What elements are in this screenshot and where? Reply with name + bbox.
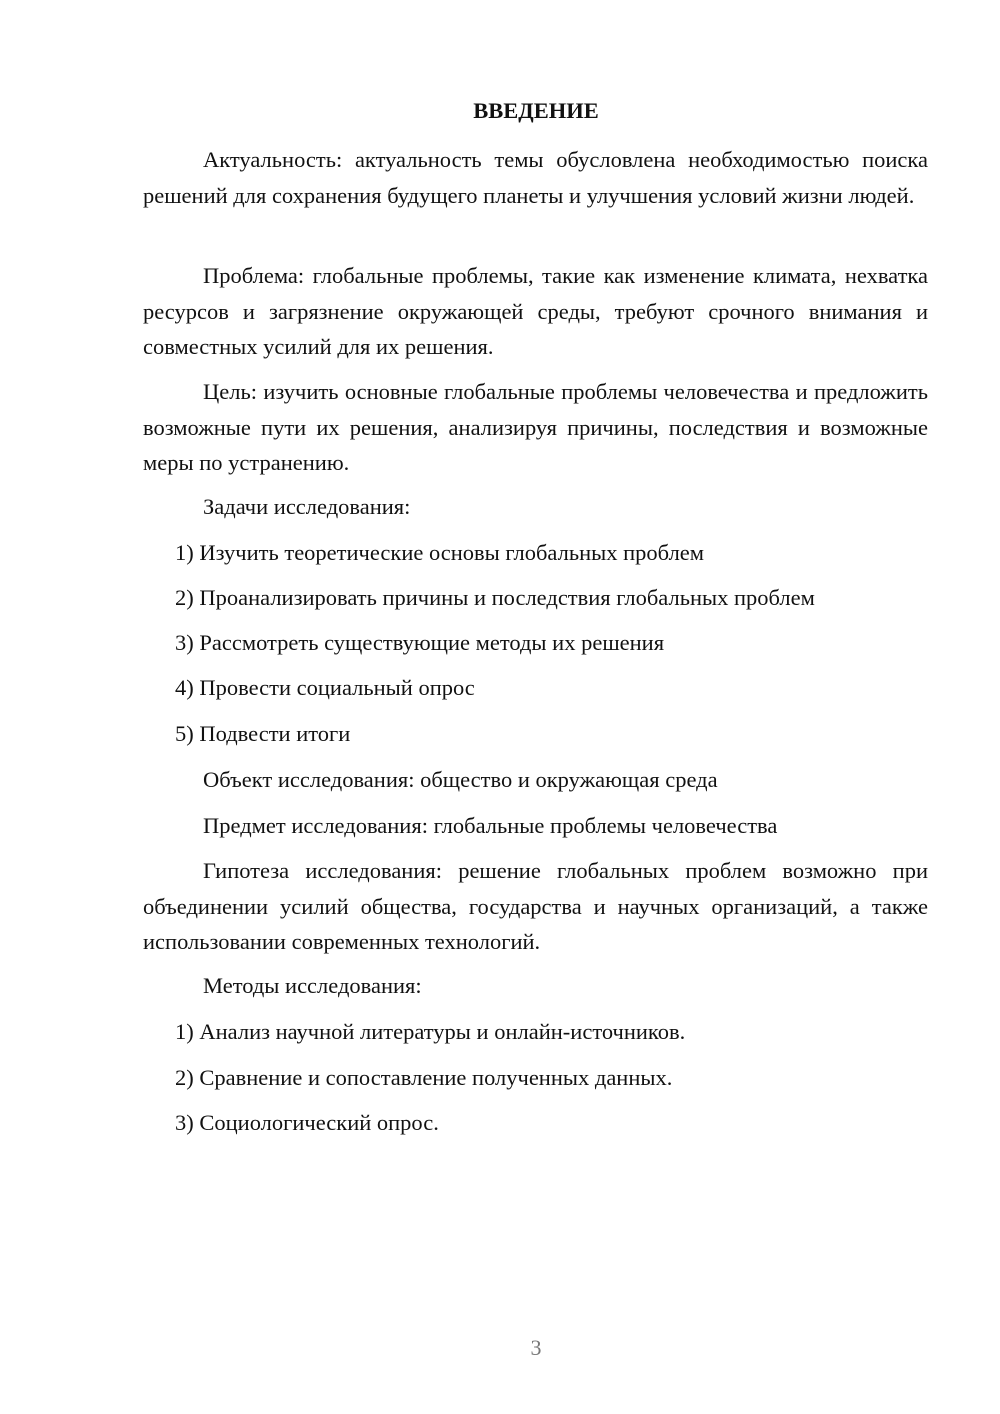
task-item: 4) Провести социальный опрос bbox=[175, 675, 475, 700]
paragraph-text: Цель: изучить основные глобальные проблемы человечества и предложить возможные пути их решения, анализируя причины, последствия и возможные меры по устранению. bbox=[143, 379, 928, 475]
section-heading: ВВЕДЕНИЕ bbox=[473, 98, 599, 123]
task-item: 3) Рассмотреть существующие методы их решения bbox=[175, 630, 665, 655]
hypothesis-paragraph bbox=[143, 853, 928, 960]
method-item: 3) Социологический опрос. bbox=[175, 1110, 439, 1135]
page-number: 3 bbox=[530, 1335, 542, 1360]
method-item: 1) Анализ научной литературы и онлайн-источников. bbox=[175, 1019, 686, 1044]
goal-paragraph bbox=[143, 374, 928, 481]
method-item: 2) Сравнение и сопоставление полученных данных. bbox=[175, 1065, 673, 1090]
research-subject: Предмет исследования: глобальные проблемы человечества bbox=[203, 813, 778, 838]
problem-paragraph bbox=[143, 258, 928, 365]
task-item: 1) Изучить теоретические основы глобальных проблем bbox=[175, 540, 705, 565]
paragraph-text: Проблема: глобальные проблемы, такие как изменение климата, нехватка ресурсов и загрязнение окружающей среды, требуют срочного внимания и совместных усилий для их решения. bbox=[143, 263, 928, 359]
research-object: Объект исследования: общество и окружающая среда bbox=[203, 767, 718, 792]
task-item: 5) Подвести итоги bbox=[175, 721, 351, 746]
task-item: 2) Проанализировать причины и последствия глобальных проблем bbox=[175, 585, 815, 610]
paragraph-text: Актуальность: актуальность темы обусловлена необходимостью поиска решений для сохранения будущего планеты и улучшения условий жизни людей. bbox=[143, 147, 928, 208]
tasks-title: Задачи исследования: bbox=[203, 494, 411, 519]
methods-title: Методы исследования: bbox=[203, 973, 422, 998]
relevance-paragraph bbox=[143, 142, 928, 213]
paragraph-text: Гипотеза исследования: решение глобальных проблем возможно при объединении усилий общества, государства и научных организаций, а также использовании современных технологий. bbox=[143, 858, 928, 954]
